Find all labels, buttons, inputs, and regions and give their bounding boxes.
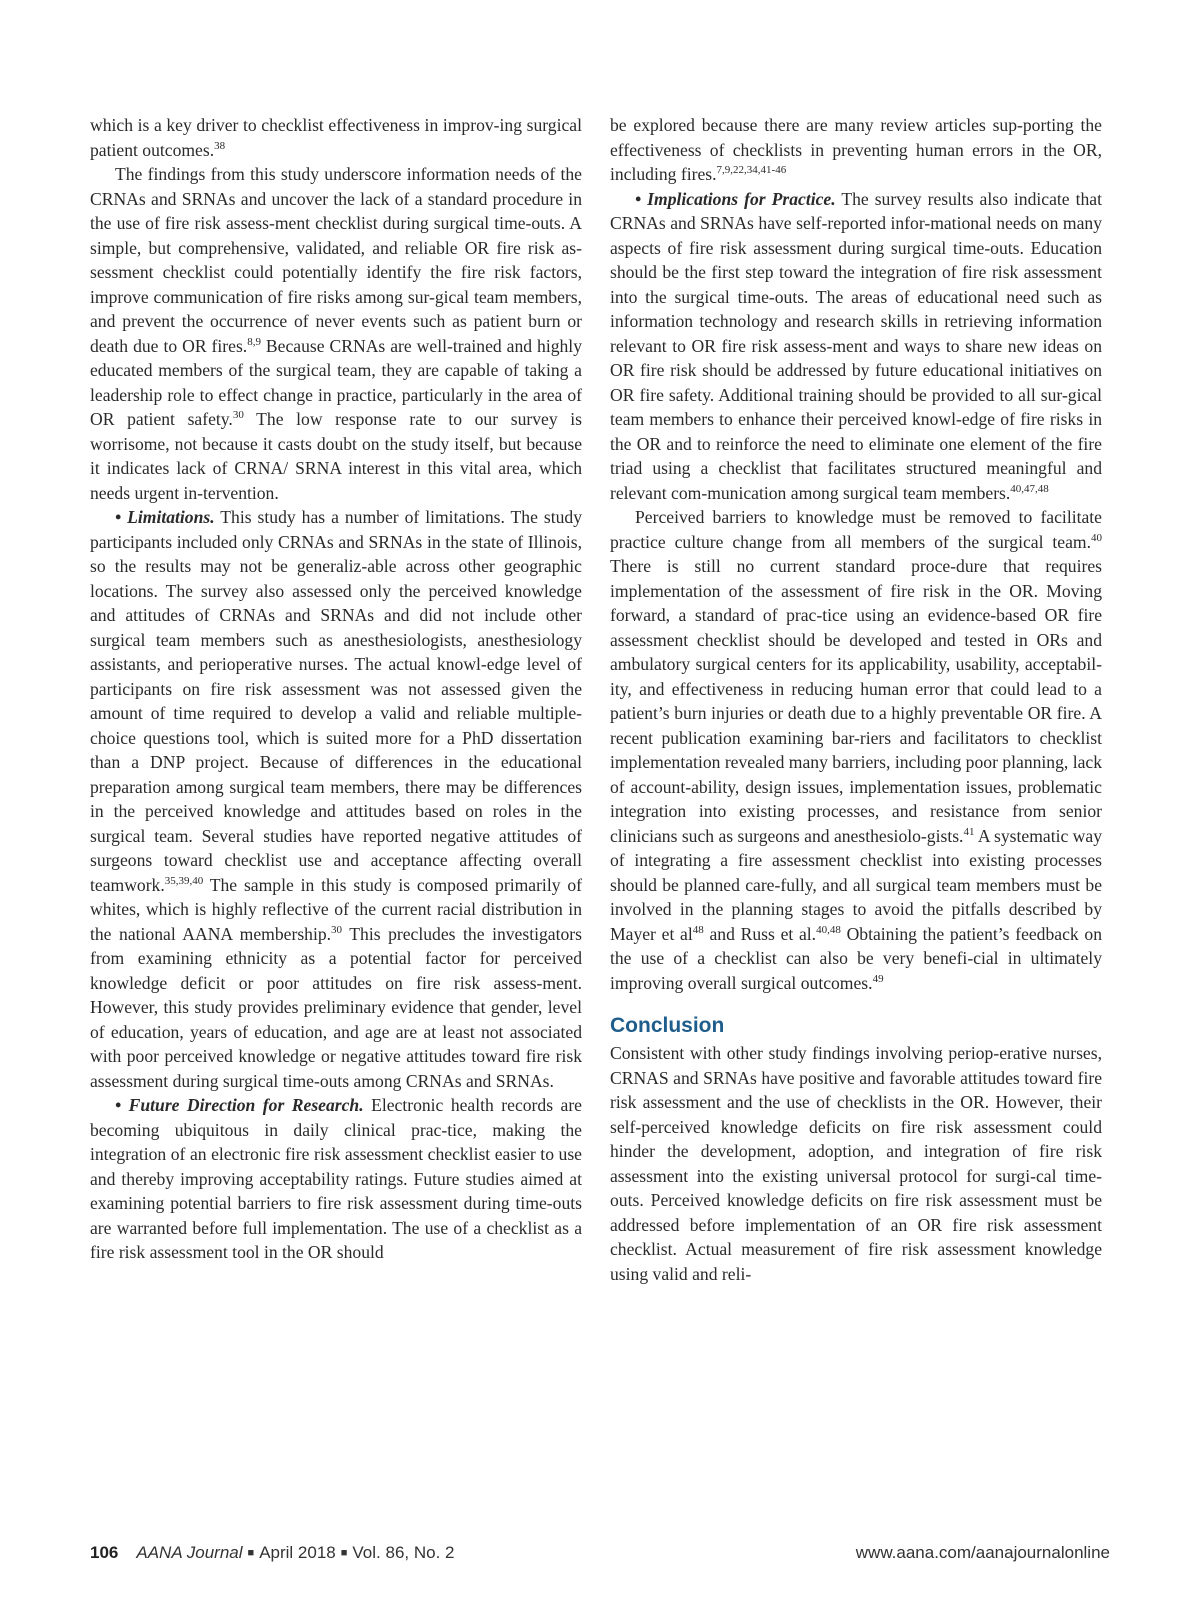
paragraph-limitations: • Limitations. This study has a number of limitations. The study participants included only CRNAs and SRNAs in the state of Illinois, so the results may not be generaliz-able across other geographic locations. The survey also assessed only the perceived knowledge and attitudes of CRNAs and SRNAs and did not include other surgical team members such as anesthesiologists, anesthesiology assistants, and perioperative nurses. The actual knowl-edge level of participants on fire risk assessment was not assessed given the amount of time required to develop a valid and reliable multiple-choice questions tool, which is suited more for a PhD dissertation than a DNP project. Because of differences in the educational preparation among surgical team members, there may be differences in the perceived knowledge and attitudes based on roles in the surgical team. Several studies have reported negative attitudes of surgeons toward checklist use and acceptance affecting overall teamwork.$^{35,39,40}$ The sample in this study is composed primarily of whites, which is highly reflective of the current racial distribution in the national AANA membership.$^{30}$ This precludes the investigators from examining ethnicity as a potential factor for perceived knowledge deficit or poor attitudes on fire risk assess-ment. However, this study provides preliminary evidence that gender, level of education, years of education, and age are at least not associated with poor perceived knowledge or negative attitudes toward fire risk assessment during surgical time-outs among CRNAs and SRNAs. [90,507,582,1091]
run-in-heading: • Implications for Practice. [635,188,836,209]
reference-superscript: 40,47,48 [1010,482,1049,495]
paragraph-findings: The findings from this study underscore information needs of the CRNAs and SRNAs and uncover the lack of a standard procedure in the use of fire risk assess-ment checklist during surgical time-outs. A simple, but comprehensive, validated, and reliable OR fire risk as-sessment checklist could potentially identify the fire risk factors, improve communication of fire risks among sur-gical team members, and prevent the occurrence of never events such as patient burn or death due to OR fires.$^{8,9}$ Because CRNAs are well-trained and highly educated members of the surgical team, they are capable of taking a leadership role to effect change in practice, particularly in the area of OR patient safety.$^{30}$ The low response rate to our survey is worrisome, not because it casts doubt on the study itself, but because it indicates lack of CRNA/ SRNA interest in this vital area, which needs urgent in-tervention. [90,164,582,503]
paragraph-barriers: Perceived barriers to knowledge must be removed to facilitate practice culture change from all members of the surgical team.$^{40}$ There is still no current standard proce-dure that requires implementation of the assessment of fire risk in the OR. Moving forward, a standard of prac-tice using an evidence-based OR fire assessment checklist should be developed and tested in ORs and ambulatory surgical centers for its applicability, usability, acceptabil-ity, and effectiveness in reducing human error that could lead to a patient’s burn injuries or death due to a highly preventable OR fire. A recent publication examining bar-riers and facilitators to checklist implementation revealed many barriers, including poor planning, lack of account-ability, design issues, implementation issues, problematic integration into existing processes, and resistance from senior clinicians such as surgeons and anesthesiolo-gists.$^{41}$ A systematic way of integrating a fire assessment checklist into existing processes should be planned care-fully, and all surgical team members must be involved in the planning stages to avoid the pitfalls described by Mayer et $al^{48}$ and Russ et al.$^{40,48}$ Obtaining the patient’s feedback on the use of a checklist can also be very benefi-cial in ultimately improving overall surgical outcomes.$^{49}$ [610,507,1103,993]
left-column [90,113,582,1265]
paragraph-conclusion: Consistent with other study findings involving periop-erative nurses, CRNAS and SRNAs have positive and favorable attitudes toward fire risk assessment and the use of checklists in the OR. However, their self-perceived knowledge deficits on fire risk assessment could hinder the development, adoption, and integration of fire risk assessment into the existing universal protocol for surgi-cal time-outs. Perceived knowledge deficits on fire risk assessment must be addressed before implementation of an OR fire risk assessment checklist. Actual measurement of fire risk assessment knowledge using valid and reli- [610,1043,1102,1284]
reference-superscript: 48 [692,923,704,936]
reference-superscript: 8,9 [247,335,261,348]
reference-superscript: 40 [1091,531,1102,544]
reference-superscript: 7,9,22,34,41-46 [716,164,787,176]
paragraph-implications: • Implications for Practice. The survey results also indicate that CRNAs and SRNAs have self-reported infor-mational needs on many aspects of fire risk assessment during surgical time-outs. Education should be the first step toward the integration of fire risk assessment into the surgical time-outs. The areas of educational need such as information technology and research skills in retrieving information relevant to OR fire risk assess-ment and ways to share new ideas on OR fire risk should be addressed by future educational initiatives on OR fire safety. Additional training should be provided to all sur-gical team members to enhance their perceived knowl-edge of fire risks in the OR and to reinforce the need to eliminate one element of the fire triad using a checklist that facilitates structured meaningful and relevant com-munication among surgical team members.$^{40,47,48}$ [610,188,1102,503]
journal-name: AANA Journal [136,1543,243,1562]
run-in-heading: • Future Direction for Research. [115,1095,364,1115]
paragraph-continuation: be explored because there are many review articles sup-porting the effectiveness of checklists in preventing human errors in the OR, including fires.$^{7,9,22,34,41-46}$ [610,115,1102,184]
journal-url[interactable]: www.aana.com/aanajournalonline [855,1543,1110,1562]
page-footer [90,1543,1110,1563]
reference-superscript: 38 [214,139,226,152]
reference-superscript: 41 [963,825,975,838]
reference-superscript: 40,48 [816,923,841,936]
reference-superscript: 35,39,40 [164,874,204,887]
separator-square-icon: ■ [247,1547,255,1559]
volume-issue: Vol. 86, No. 2 [352,1543,455,1562]
page-number: 106 [90,1543,119,1562]
run-in-heading: • Limitations. [115,507,215,527]
reference-superscript: 49 [872,972,884,985]
reference-superscript: 30 [232,409,244,421]
issue-date: April 2018 [259,1543,336,1562]
reference-superscript: 30 [331,923,343,936]
paragraph-continuation: which is a key driver to checklist effectiveness in improv-ing surgical patient outcomes.$^{38}$ [90,115,582,160]
separator-square-icon: ■ [340,1547,348,1559]
paragraph-future-direction: • Future Direction for Research. Electronic health records are becoming ubiquitous in daily clinical prac-tice, making the integration of an electronic fire risk assessment checklist easier to use and thereby improving acceptability ratings. Future studies aimed at examining potential barriers to fire risk assessment during time-outs are warranted before full implementation. The use of a checklist as a fire risk assessment tool in the OR should [90,1095,582,1262]
section-heading-conclusion: Conclusion [610,1014,725,1037]
right-column [610,113,1102,1286]
